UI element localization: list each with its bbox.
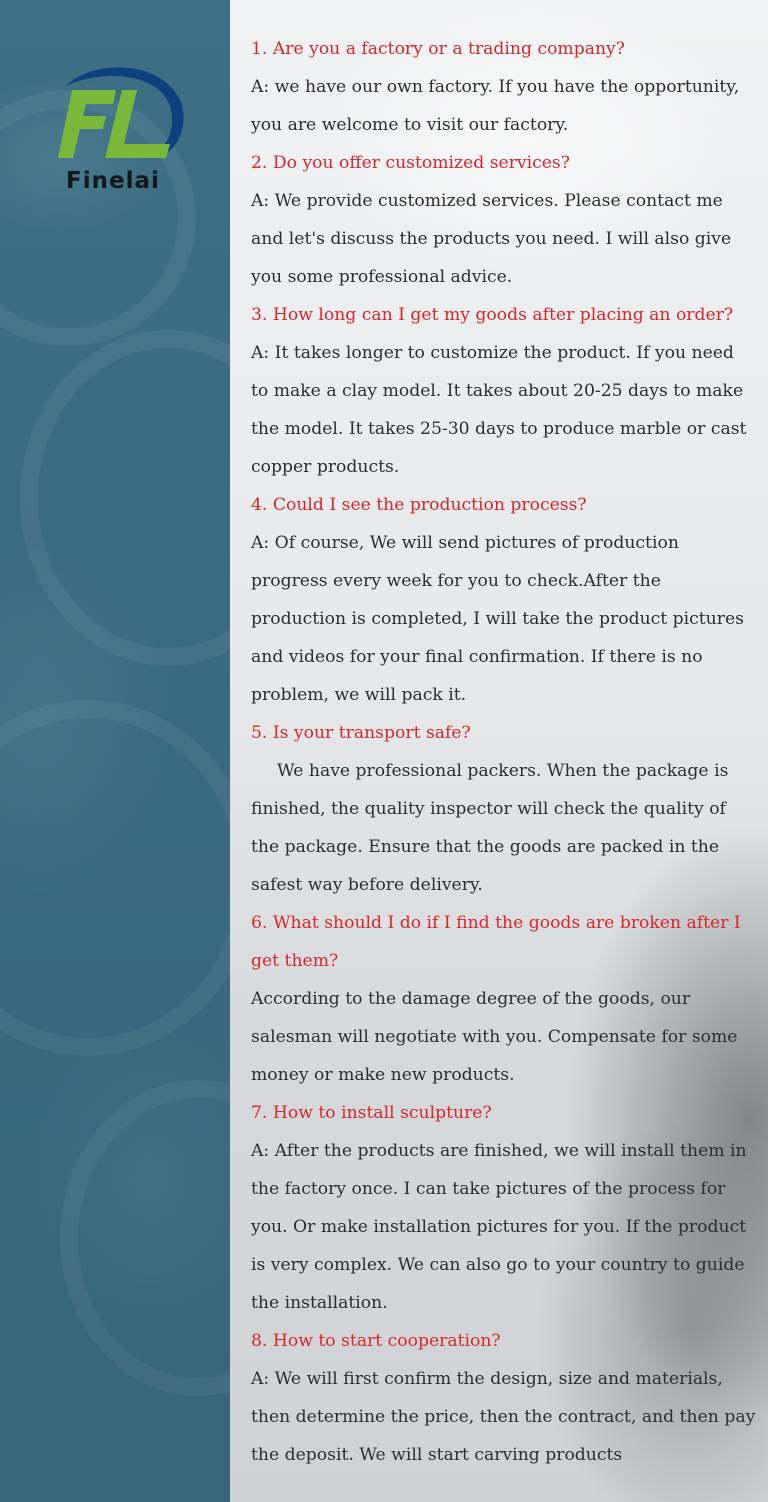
faq-question: 7. How to install sculpture? bbox=[251, 1103, 492, 1123]
faq-content bbox=[230, 0, 768, 1502]
sidebar-panel bbox=[0, 0, 230, 1502]
faq-answer: A: After the products are finished, we will install them in the factory once. I can take pictures of the process for you. Or make installation pictures for you. If the product is very complex. We can also go to your country to guide the installation. bbox=[251, 1141, 747, 1313]
faq-list bbox=[251, 30, 756, 1474]
faq-question: 1. Are you a factory or a trading company? bbox=[251, 39, 625, 59]
decorative-swirl bbox=[60, 1080, 230, 1396]
faq-question: 3. How long can I get my goods after placing an order? bbox=[251, 305, 734, 325]
faq-question: 6. What should I do if I find the goods are broken after I get them? bbox=[251, 913, 741, 971]
faq-answer: A: We provide customized services. Please contact me and let's discuss the products you need. I will also give you some professional advice. bbox=[251, 191, 732, 287]
finelai-logo bbox=[58, 60, 198, 200]
fl-logo-mark-icon bbox=[58, 60, 198, 170]
faq-question: 4. Could I see the production process? bbox=[251, 495, 587, 515]
faq-answer: A: we have our own factory. If you have the opportunity, you are welcome to visit our factory. bbox=[251, 77, 740, 135]
faq-answer: According to the damage degree of the goods, our salesman will negotiate with you. Compensate for some money or make new products. bbox=[251, 989, 738, 1085]
faq-question: 5. Is your transport safe? bbox=[251, 723, 471, 743]
decorative-swirl bbox=[0, 700, 230, 1056]
faq-answer: We have professional packers. When the package is finished, the quality inspector will check the quality of the package. Ensure that the goods are packed in the safest way before delivery. bbox=[251, 761, 729, 895]
brand-name: Finelai bbox=[66, 168, 160, 194]
faq-answer: A: It takes longer to customize the product. If you need to make a clay model. It takes about 20-25 days to make the model. It takes 25-30 days to produce marble or cast copper products. bbox=[251, 343, 747, 477]
faq-answer: A: We will first confirm the design, size and materials, then determine the price, then the contract, and then pay the deposit. We will start carving products bbox=[251, 1369, 756, 1465]
decorative-swirl bbox=[20, 330, 230, 666]
faq-question: 8. How to start cooperation? bbox=[251, 1331, 501, 1351]
faq-question: 2. Do you offer customized services? bbox=[251, 153, 570, 173]
faq-answer: A: Of course, We will send pictures of production progress every week for you to check.After the production is completed, I will take the product pictures and videos for your final confirmation. If there is no problem, we will pack it. bbox=[251, 533, 744, 705]
